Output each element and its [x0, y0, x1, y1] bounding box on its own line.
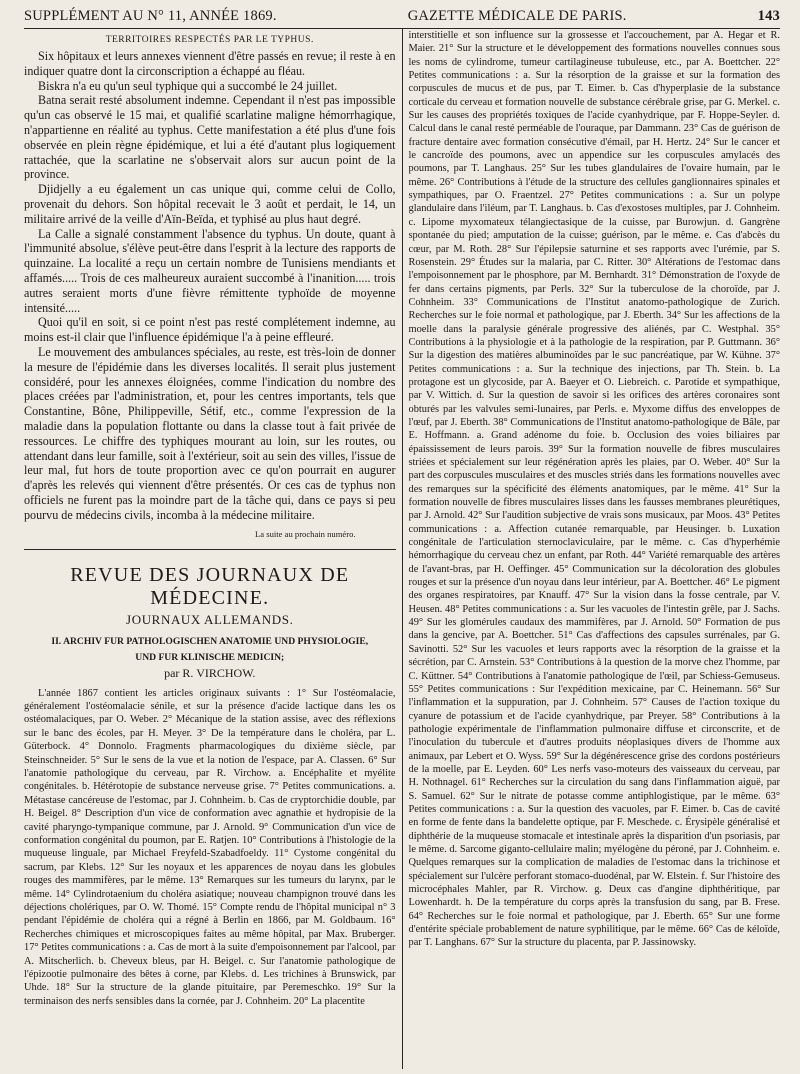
revue-title: REVUE DES JOURNAUX DE MÉDECINE.	[70, 563, 350, 609]
continued-note: La suite au prochain numéro.	[255, 528, 356, 539]
archiv-heading-line2: UND FUR KLINISCHE MEDICIN;	[135, 651, 285, 663]
left-column	[24, 29, 402, 1069]
journaux-subtitle: JOURNAUX ALLEMANDS.	[126, 611, 294, 627]
columns	[24, 29, 780, 1069]
page-header	[24, 8, 780, 29]
paragraph: Djidjelly a eu également un cas unique qui, comme celui de Collo, provenait du dehors. Son hôpital recevait le 3 août et perdait, le 14, un militaire arrivé de la veille d'Aïn-Beïda, et typhisé au plus haut degré.	[24, 182, 396, 226]
paragraph: Batna serait resté absolument indemne. Cependant il n'est pas impossible qu'un cas observé le 15 mai, et qualifié scarlatine maligne hémorrhagique, n'appartienne en réalité au typhus. Cette manifestation a été plus d'une fois observée en plein règne épidémique, et lui a été d'autant plus logiquement rattachée, que la scarlatine ne s'observait alors sur aucun point de la province.	[24, 93, 396, 182]
archiv-author: par R. VIRCHOW.	[164, 665, 256, 680]
paragraph: Six hôpitaux et leurs annexes viennent d'être passés en revue; il reste à en indiquer quatre dont la circonscription a échappé au fléau.	[24, 49, 396, 78]
right-column-text: interstitielle et son influence sur la grossesse et l'accouchement, par A. Hegar et R. Maier. 21° Sur la structure et le développement des formations nouvelles connues sous les noms de cylindrome, tumeur cartilagineuse tubuleuse, etc., par A. Boettcher. 22° Petites communications : a. Sur la résorption de la graisse et sur la formation des corpuscules de mucus et de pus, par T. Eimer. b. Cas d'hyperplasie de la substance corticale du cerveau et formation nouvelle de substance cérébrale grise, par G. Merkel. c. Sur les causes des propriétés toxiques de l'acide cyanhydrique, par F. Hoppe-Seyler. d. Calcul dans le canal resté perméable de l'ouraque, par Dammann. 23° Cas de guérison de fracture dentaire avec formation consécutive d'émail, par H. Hertz. 24° Sur le cancer et le cancroïde des poumons, avec un appendice sur les corpuscules amylacés des poumons, par T. Langhaus. 25° Sur les tubes glandulaires de l'ovaire humain, par le même. 26° Contributions à l'étude de la structure des cellules ganglionnaires spinales et sympathiques, par O. Fraentzel. 27° Petites communications : a. Sur un polype glandulaire dans l'iléum, par T. Langhaus. b. Cas d'exostoses multiples, par J. Cohnheim. c. Lipome myxomateux télangiectasique de la cuisse, par Burowjun. d. Gangrène spontanée du pied; amputation de la cuisse; guérison, par le même. e. Cas d'abcès du cœur, par M. Roth. 28° Sur l'épilepsie saturnine et ses rapports avec l'urémie, par S. Rosenstein. 29° Études sur la malaria, par C. Ritter. 30° Altérations de l'estomac dans l'empoisonnement par le phosphore, par M. Bernhardt. 31° Démonstration de l'oxyde de fer dans certains pigments, par Perls. 32° Sur la tuberculose de la choroïde, par J. Cohnheim. 33° Communications de l'Institut anatomo-pathologique de Zurich. Recherches sur le foie normal et pathologique, par J. Eberth. 34° Sur les affections de la moelle dans la paralysie générale progressive des aliénés, par C. Westphal. 35° Contributions à la physiologie et à la pathologie de la respiration, par P. Guttmann. 36° Sur la digestion des matières albuminoïdes par le suc pancréatique, par W. Kühne. 37° Petites communications : a. Sur la technique des injections, par Th. Stein. b. La protagone est un glycoside, par A. Baeyer et O. Liebreich. c. Parotide et sympathique, par V. Wittich. d. Sur la question de savoir si les orifices des artères coronaires sont obturés par les valvules semi-lunaires, par Perls. e. Myxome diffus des enveloppes de l'œuf, par J. Eberth. 38° Communications de l'Institut anatomo-pathologique de Bâle, par E. Hoffmann. a. Grand adénome du foie. b. Occlusion des voies biliaires par épaississement de leurs parois. 39° Sur la formation nouvelle de fibres musculaires striées et spécialement sur leur régénération après les plaies, par O. Weber. 40° Sur la part des corpuscules musculaires et des muscles striés dans les formations nouvelles avec des remarques sur la spécificité des éléments anatomiques, par le même. 41° Sur la formation nouvelle de fibres musculaires lisses dans les fausses membranes pleurétiques, par J. Arnold. 42° Sur l'audition subjective de vrais sons musicaux, par Moos. 43° Petites communications : a. Affection cutanée remarquable, par Heusinger. b. Luxation congénitale de l'articulation sternoclaviculaire, par le même. c. Cas d'hyperhémie hémorrhagique du cerveau chez un enfant, par Roth. 44° Variété remarquable des artères de l'avant-bras, par H. Oeffinger. 45° Communication sur la décoloration des globules rouges et sur la présence d'un noyau dans leur intérieur, par A. Boettcher. 46° Le pigment des organes respiratoires, par Knauff. 47° Sur la vision dans la fosse centrale, par V. Heusen. 48° Petites communications : a. Sur les vacuoles de l'intestin grêle, par J. Sachs. 49° Sur les glomérules caudaux des mammifères, par J. Arnold. 50° Formation de pus dans la gencive, par A. Boettcher. 51° Cas d'affections des capsules surrénales, par G. Savinotti. 52° Sur les vacuoles et leurs rapports avec la résorption de la graisse et la sécrétion, par C. Arnstein. 53° Contributions à la question de la morve chez l'homme, par C. Küttner. 54° Contributions à l'anatomie pathologique de l'œil, par Schiess-Gemuseus. 55° Petites communications : Sur l'expédition mexicaine, par C. Heinemann. 56° Sur l'inflammation et la suppuration, par J. Cohnheim. 57° Causes de l'action toxique du cyanure de potassium et de l'acide cyanhydrique, par Preyer. 58° Contributions à la pathologie expérimentale de l'inflammation pulmonaire diffuse et circonscrite, et de l'inoculation du tubercule et d'autres produits néoplasiques divers de l'homme aux animaux, par Lebert et O. Wyss. 59° Sur la dégénérescence grise des cordons postérieurs de la moelle, par E. Leyden. 60° Les nerfs vaso-moteurs des vaisseaux du cerveau, par H. Nothnagel. 61° Recherches sur la circulation du sang dans l'inflammation aiguë, par S. Samuel. 62° Sur le nitrate de potasse comme antiphlogistique, par le même. 63° Petites communications : a. Sur la question des vacuoles, par F. Eimer. b. Cas de cavité en forme de fente dans la bandelette optique, par F. Meschede. c. Érysipèle généralisé et diphthérie de la muqueuse stomacale et intestinale après la disparition d'un psoriasis, par le même. d. Sarcome giganto-cellulaire malin; myélogène du péroné, par J. Cohnheim. e. Quelques remarques sur la complication de maladies de l'estomac dans la trichinose et spécialement sur l'ulcère perforant stomaco-duodénal, par W. Elstein. f. Sur l'histoire des microcéphales Mahler, par R. Virchow. g. Deux cas d'angine diphthéritique, par Lowenhardt. h. De la température du corps après la transfusion du sang, par B. Frese. 64° Recherches sur le foie normal et pathologique, par J. Eberth. 65° Sur une forme d'entérite spéciale probablement de nature syphilitique, par le même. 66° Cas de kéloïde, par T. Langhans. 67° Sur la structure du placenta, par P. Jassinowsky.	[408, 30, 781, 949]
header-supplement: SUPPLÉMENT AU N° 11, ANNÉE 1869.	[24, 8, 277, 24]
archiv-text: L'année 1867 contient les articles originaux suivants : 1° Sur l'ostéomalacie, généralement l'ostéomalacie sénile, et sur la présence d'acide lactique dans les os ostéomalaciques, par O. Weber. 2° Mécanique de la station assise, avec des réflexions sur le banc des écoles, par H. Meyer. 3° De la température dans le choléra, par L. Güterbock. 4° Donnolo. Fragments pharmacologiques du dixième siècle, par Steinschneider. 5° Sur le sens de la vue et la notion de l'espace, par A. Classen. 6° Sur l'anatomie pathologique du cerveau, par R. Virchow. a. Encéphalite et myélite congénitales. b. Hétérotopie de substance nerveuse grise. 7° Petites communications. a. Métastase cancéreuse de l'estomac, par J. Cohnheim. b. Cas de cryptorchidie double, par H. Beigel. 8° Description d'un vice de conformation avec agnathie et hydropisie de la cavité pharyngo-tympanique commune, par J. Arnold. 9° Communication d'un vice de conformation congénital du poumon, par E. Ratjen. 10° Contributions à l'histologie de la muqueuse linguale, par Michael Freyfeld-Szabadfoeldy. 11° Cystome congénital du sacrum, par Klebs. 12° Sur les noyaux et les apparences de noyau dans les globules rouges des mammifères, par le même. 13° Remarques sur les tumeurs du larynx, par le même. 14° Cylindrotaenium du choléra asiatique; nouveau champignon trouvé dans les déjections cholériques, par O. W. Thomé. 15° Compte rendu de l'hôpital municipal n° 3 pendant l'épidémie de choléra qui a régné à Berlin en 1866, par M. Goldbaum. 16° Recherches chimiques et microscopiques faites au même hôpital, par Max. Bruberger. 17° Petites communications : a. Cas de mort à la suite d'empoisonnement par l'alcool, par A. Mitscherlich. b. Cheveux bleus, par H. Beigel. c. Sur l'anatomie pathologique de l'épizootie pulmonaire des bêtes à corne, par Klebs. d. Les trichines à Brunswick, par Uhde. 18° Sur la structure de la glande pituitaire, par Peremeschko. 19° Sur la terminaison des nerfs sensibles dans la cornée, par J. Cohnheim. 20° La placentite	[24, 687, 396, 1007]
page-number: 143	[757, 8, 780, 24]
right-column	[403, 29, 781, 1069]
paragraph: Quoi qu'il en soit, si ce point n'est pas resté complétement indemne, au moins est-il clair que l'influence épidémique l'a à peine effleuré.	[24, 315, 396, 345]
section-divider	[24, 549, 396, 550]
paragraph: Le mouvement des ambulances spéciales, au reste, est très-loin de donner la mesure de l'épidémie dans les diverses localités. Il serait plus justement considéré, pour les annexes éloignées, comme l'indication du nombre des places créées par l'administration, et, pour les centres importants, tels que Constantine, Bône, Philippeville, Sétif, etc., comme l'expression de la maladie dans la population flottante ou dans la classe tout à fait privée de ressources. Le chiffre des typhiques mourant au loin, sur les routes, ou attendant dans leur famille, soit à l'extérieur, soit au sein des villes, l'issue de leur mal, fut hors de toute proportion avec ce qu'on pourrait en augurer d'après les relevés qui viennent d'être présentés. Or ces cas de typhus non officiels ne furent pas la moindre part de la tâche qui, dans ce pays si peu pourvu de médecins civils, incomba à la médecine militaire.	[24, 344, 396, 522]
header-journal-title: GAZETTE MÉDICALE DE PARIS.	[407, 8, 627, 24]
paragraph: Biskra n'a eu qu'un seul typhique qui a succombé le 24 juillet.	[38, 78, 338, 93]
paragraph: La Calle a signalé constamment l'absence du typhus. Un doute, quant à l'immunité absolue, s'élève peut-être dans l'esprit à la lecture des rapports de quinzaine. La localité a reçu un certain nombre de Tunisiens mendiants et affamés..... Trois de ces malheureux auraient succombé à l'inanition..... trois autres seraient morts d'une fièvre rémittente typhoïde de moyenne intensité.....	[24, 226, 396, 315]
archiv-heading-line1: II. ARCHIV FUR PATHOLOGISCHEN ANATOMIE UND PHYSIOLOGIE,	[51, 635, 369, 647]
section-title: TERRITOIRES RESPECTÉS PAR LE TYPHUS.	[105, 35, 314, 45]
